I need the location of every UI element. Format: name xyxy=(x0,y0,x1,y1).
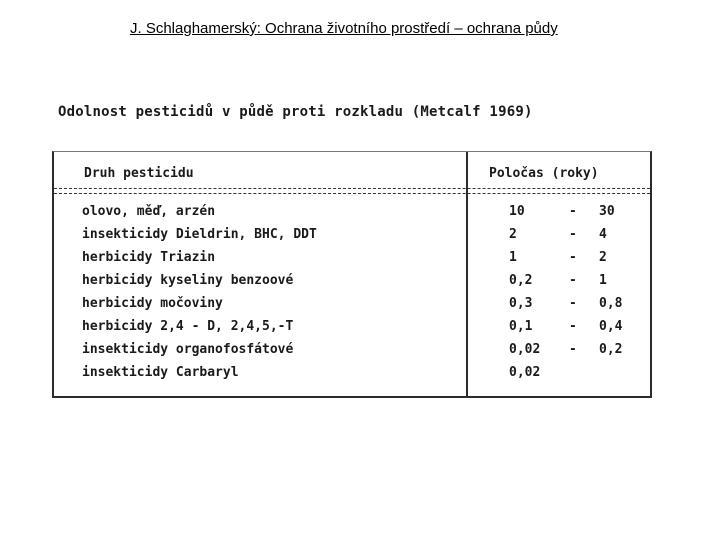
table-row xyxy=(54,294,650,317)
data-table xyxy=(52,151,652,398)
halflife-to: 0,4 xyxy=(599,319,623,334)
halflife-from: 0,2 xyxy=(509,273,533,288)
halflife-from: 0,02 xyxy=(509,342,541,357)
halflife-from: 10 xyxy=(509,204,525,219)
table-row xyxy=(54,202,650,225)
halflife-from: 2 xyxy=(509,227,517,242)
halflife-to: 0,2 xyxy=(599,342,623,357)
column-header-pesticide: Druh pesticidu xyxy=(84,166,194,181)
pesticide-name: herbicidy 2,4 - D, 2,4,5,-T xyxy=(82,319,294,334)
halflife-to: 30 xyxy=(599,204,615,219)
column-header-halflife: Poločas (roky) xyxy=(489,166,599,181)
scanned-table-image xyxy=(50,96,656,400)
pesticide-name: olovo, měď, arzén xyxy=(82,204,216,219)
document-header: J. Schlaghamerský: Ochrana životního prostředí – ochrana půdy xyxy=(130,20,558,37)
halflife-dash: - xyxy=(569,273,577,288)
halflife-dash: - xyxy=(569,319,577,334)
table-row xyxy=(54,271,650,294)
pesticide-name: herbicidy Triazin xyxy=(82,250,216,265)
halflife-dash: - xyxy=(569,296,577,311)
table-title: Odolnost pesticidů v půdě proti rozkladu (Metcalf 1969) xyxy=(58,104,533,120)
pesticide-name: herbicidy močoviny xyxy=(82,296,223,311)
pesticide-name: herbicidy kyseliny benzoové xyxy=(82,273,294,288)
table-row xyxy=(54,248,650,271)
table-row xyxy=(54,317,650,340)
table-row xyxy=(54,225,650,248)
halflife-dash: - xyxy=(569,342,577,357)
pesticide-name: insekticidy Dieldrin, BHC, DDT xyxy=(82,227,317,242)
halflife-to: 4 xyxy=(599,227,607,242)
pesticide-name: insekticidy Carbaryl xyxy=(82,365,239,380)
halflife-from: 0,1 xyxy=(509,319,533,334)
header-rule xyxy=(54,188,650,194)
halflife-dash: - xyxy=(569,204,577,219)
halflife-from: 0,02 xyxy=(509,365,541,380)
halflife-dash: - xyxy=(569,250,577,265)
halflife-from: 1 xyxy=(509,250,517,265)
halflife-dash: - xyxy=(569,227,577,242)
table-row xyxy=(54,363,650,386)
halflife-to: 2 xyxy=(599,250,607,265)
halflife-to: 1 xyxy=(599,273,607,288)
table-row xyxy=(54,340,650,363)
halflife-from: 0,3 xyxy=(509,296,533,311)
halflife-to: 0,8 xyxy=(599,296,623,311)
pesticide-name: insekticidy organofosfátové xyxy=(82,342,294,357)
